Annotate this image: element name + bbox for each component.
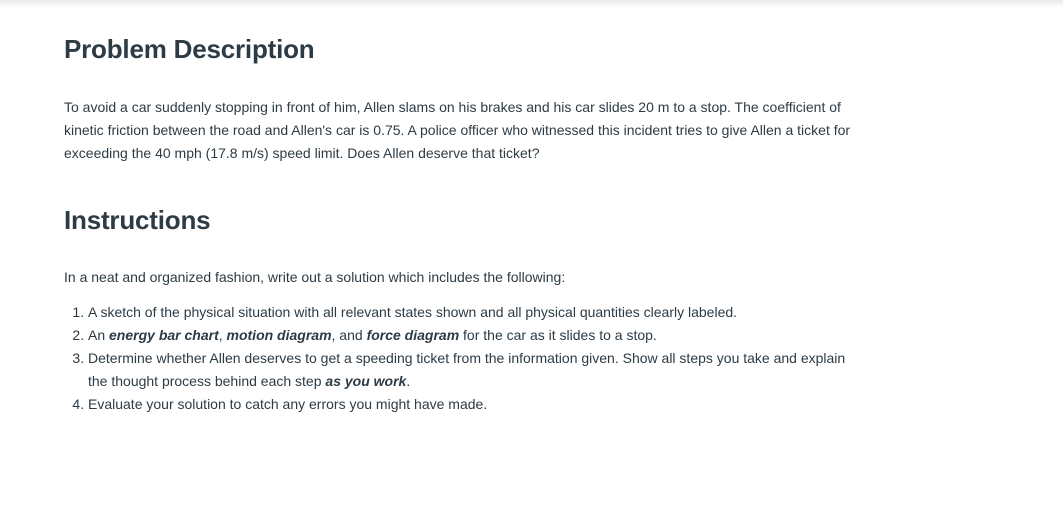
instructions-item-2	[88, 324, 868, 347]
energy-bar-chart-term: energy bar chart	[109, 327, 219, 343]
item-2-separator-1: ,	[218, 327, 227, 343]
problem-description-text: To avoid a car suddenly stopping in front of him, Allen slams on his brakes and his car slides 20 m to a stop. The coefficient of kinetic friction between the road and Allen's car is 0.75. A police officer who witnessed this incident tries to give Allen a ticket for exceeding the 40 mph (17.8 m/s) speed limit. Does Allen deserve that ticket?	[64, 99, 851, 161]
instructions-intro-text: In a neat and organized fashion, write out a solution which includes the following:	[64, 269, 566, 285]
instructions-list	[64, 301, 868, 416]
instructions-heading: Instructions	[64, 205, 211, 235]
item-3-suffix: .	[406, 373, 411, 389]
item-3-prefix: Determine whether Allen deserves to get a speeding ticket from the information given. Show all steps you take and explain the thought process behind each step	[88, 350, 846, 389]
instructions-item-1-text: A sketch of the physical situation with all relevant states shown and all physical quantities clearly labeled.	[88, 304, 738, 320]
problem-description-heading: Problem Description	[64, 34, 315, 64]
top-shadow	[0, 0, 1063, 8]
instructions-item-4	[88, 393, 868, 416]
motion-diagram-term: motion diagram	[226, 327, 332, 343]
force-diagram-term: force diagram	[366, 327, 460, 343]
instructions-item-3	[88, 347, 868, 393]
item-2-prefix: An	[88, 327, 110, 343]
page-content	[64, 30, 884, 416]
as-you-work-term: as you work	[325, 373, 407, 389]
item-2-suffix: for the car as it slides to a stop.	[459, 327, 657, 343]
instructions-item-1	[88, 301, 868, 324]
instructions-item-4-text: Evaluate your solution to catch any errors you might have made.	[88, 396, 488, 412]
item-2-separator-2: , and	[331, 327, 367, 343]
